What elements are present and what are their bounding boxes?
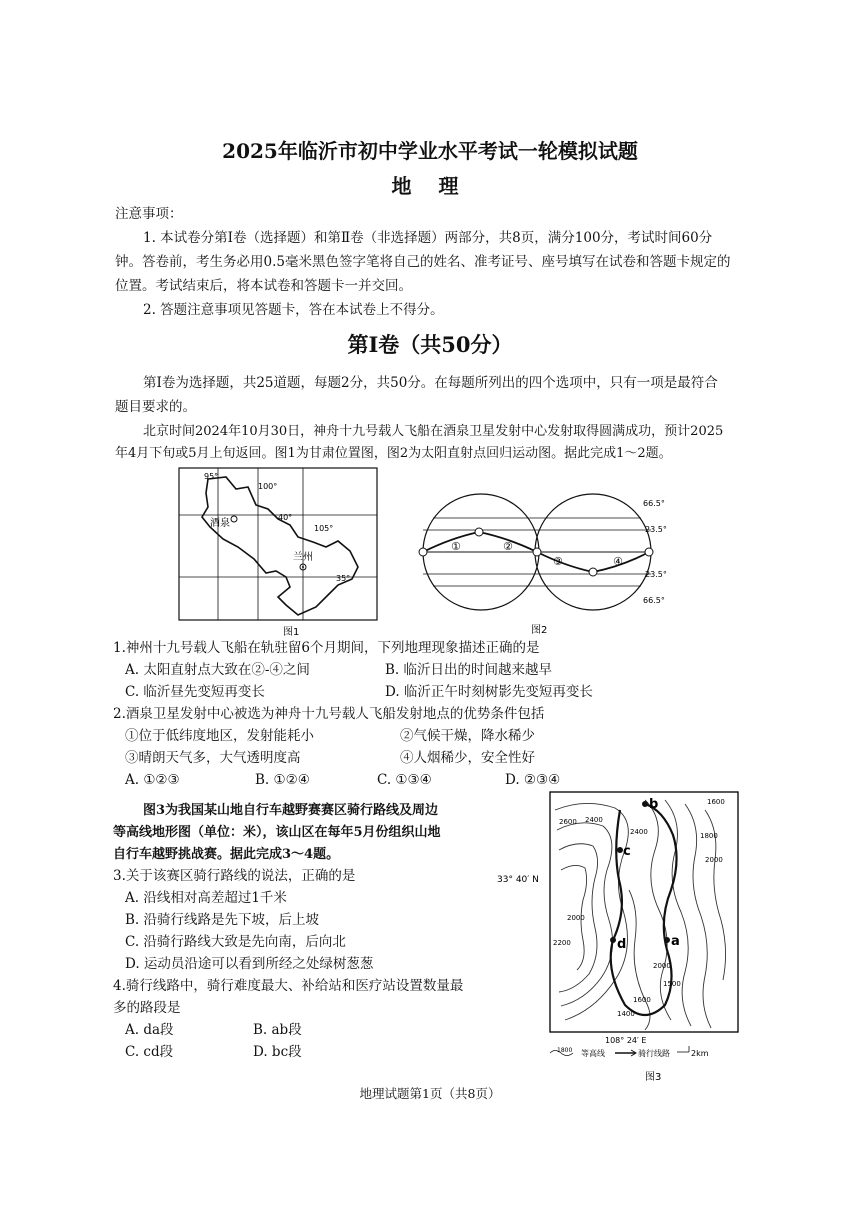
fig2-s665: 66.5° — [643, 596, 665, 605]
notice-item1-line2: 钟。答卷前，考生务必用0.5毫米黑色签字笔将自己的姓名、准考证号、座号填写在试卷和答题卡规定的 — [115, 254, 731, 270]
notice-item1-line3: 位置。考试结束后，将本试卷和答题卡一并交回。 — [115, 278, 412, 294]
q4-option-d: D. bc段 — [253, 1044, 302, 1060]
q2-condition-2: ②气候干燥，降水稀少 — [400, 728, 535, 744]
fig3-label-2000a: 2000 — [705, 856, 723, 864]
fig3-label-1600a: 1600 — [707, 798, 725, 806]
notice-item2: 2. 答题注意事项见答题卡，答在本试卷上不得分。 — [143, 302, 444, 318]
fig3-label-1800: 1800 — [700, 832, 718, 840]
q3-option-d: D. 运动员沿途可以看到所经之处绿树葱葱 — [125, 956, 374, 972]
part1-intro-line1: 第Ⅰ卷为选择题，共25道题，每题2分，共50分。在每题所列出的四个选项中，只有一项是最符合 — [143, 375, 718, 391]
fig1-gansu-map — [178, 467, 378, 639]
q1-stem: 1.神州十九号载人飞船在轨驻留6个月期间，下列地理现象描述正确的是 — [113, 640, 540, 656]
q1-option-d: D. 临沂正午时刻树影先变短再变长 — [385, 684, 593, 700]
fig3-label-1400: 1400 — [617, 1010, 635, 1018]
fig2-seg2: ② — [503, 540, 513, 553]
fig2-caption: 图2 — [531, 625, 548, 635]
part1-title: 第Ⅰ卷（共50分） — [347, 332, 513, 357]
fig3-legend-1800: 1800 — [557, 1047, 573, 1054]
q3-option-c: C. 沿骑行路线大致是先向南，后向北 — [125, 934, 346, 950]
q3-stem: 3.关于该赛区骑行路线的说法，正确的是 — [113, 868, 356, 884]
fig3-legend-contour: 等高线 — [581, 1049, 605, 1058]
fig1-lon95: 95° — [204, 472, 219, 481]
fig3-point-b: b — [649, 797, 659, 812]
fig3-contour-map — [495, 790, 745, 1090]
q1-option-a: A. 太阳直射点大致在②-④之间 — [125, 662, 310, 678]
fig3-label-2400b: 2400 — [630, 828, 648, 836]
fig3-point-a: a — [671, 934, 680, 949]
context2-line1: 图3为我国某山地自行车越野赛赛区骑行路线及周边 — [143, 803, 439, 818]
q4-option-c: C. cd段 — [125, 1044, 174, 1060]
part1-intro-line2: 题目要求的。 — [115, 399, 196, 415]
fig3-label-2600: 2600 — [559, 818, 577, 826]
fig3-label-2200: 2200 — [553, 939, 571, 947]
fig3-label-2000c: 2000 — [653, 962, 671, 970]
q2-condition-4: ④人烟稀少，安全性好 — [400, 750, 535, 766]
fig2-s235: 23.5° — [645, 570, 667, 579]
q3-option-a: A. 沿线相对高差超过1千米 — [125, 890, 287, 906]
fig3-lon-label: 108° 24′ E — [605, 1036, 647, 1045]
fig3-label-2000b: 2000 — [567, 914, 585, 922]
fig2-n665: 66.5° — [643, 499, 665, 508]
fig1-lon105: 105° — [314, 524, 334, 533]
fig2-solar-movement — [413, 490, 673, 635]
context1-line2: 年4月下旬或5月上旬返回。图1为甘肃位置图，图2为太阳直射点回归运动图。据此完成1～2题。 — [115, 446, 672, 461]
fig1-lanzhou: 兰州 — [293, 552, 313, 563]
context2-line3: 自行车越野挑战赛。据此完成3～4题。 — [113, 847, 340, 862]
fig3-label-1600b: 1600 — [633, 996, 651, 1004]
q2-option-b: B. ①②④ — [255, 772, 310, 788]
fig3-label-2400a: 2400 — [585, 816, 603, 824]
q2-condition-1: ①位于低纬度地区，发射能耗小 — [125, 728, 314, 744]
q4-option-b: B. ab段 — [253, 1022, 302, 1038]
fig3-label-1500: 1500 — [663, 980, 681, 988]
fig2-seg4: ④ — [613, 555, 623, 568]
q1-option-c: C. 临沂昼先变短再变长 — [125, 684, 265, 700]
q1-option-b: B. 临沂日出的时间越来越早 — [385, 662, 553, 678]
q2-option-a: A. ①②③ — [125, 772, 180, 788]
q3-option-b: B. 沿骑行线路是先下坡，后上坡 — [125, 912, 320, 928]
notice-heading: 注意事项： — [115, 206, 183, 222]
subject-title: 地 理 — [391, 174, 469, 198]
fig3-legend-route: 骑行线路 — [638, 1049, 670, 1058]
fig3-caption: 图3 — [645, 1072, 662, 1083]
fig3-scale: 2km — [691, 1049, 709, 1058]
fig3-lat-label: 33° 40′ N — [497, 875, 539, 885]
q2-option-c: C. ①③④ — [377, 772, 432, 788]
context2-line2: 等高线地形图（单位：米），该山区在每年5月份组织山地 — [113, 825, 441, 840]
q2-stem: 2.酒泉卫星发射中心被选为神舟十九号载人飞船发射地点的优势条件包括 — [113, 706, 545, 722]
fig1-lat40: 40° — [278, 513, 293, 522]
exam-title: 2025年临沂市初中学业水平考试一轮模拟试题 — [222, 139, 638, 163]
fig1-jiuquan: 酒泉 — [210, 518, 230, 529]
fig1-lon100: 100° — [258, 482, 278, 491]
fig2-seg3: ③ — [553, 555, 563, 568]
notice-item1-line1: 1. 本试卷分第Ⅰ卷（选择题）和第Ⅱ卷（非选择题）两部分，共8页，满分100分，考试时间60分 — [143, 230, 713, 246]
context1-line1: 北京时间2024年10月30日，神舟十九号载人飞船在酒泉卫星发射中心发射取得圆满成功，预计2025 — [143, 424, 724, 439]
q2-option-d: D. ②③④ — [505, 772, 561, 788]
page-footer: 地理试题第1页（共8页） — [359, 1086, 501, 1101]
fig1-lat35: 35° — [336, 574, 351, 583]
fig3-point-d: d — [617, 937, 627, 952]
fig2-seg1: ① — [451, 540, 461, 553]
fig3-point-c: c — [623, 844, 631, 859]
fig2-n235: 23.5° — [645, 525, 667, 534]
q4-stem-line1: 4.骑行线路中，骑行难度最大、补给站和医疗站设置数量最 — [113, 978, 464, 994]
q4-option-a: A. da段 — [125, 1022, 174, 1038]
q4-stem-line2: 多的路段是 — [113, 1000, 181, 1016]
fig1-caption: 图1 — [283, 627, 300, 638]
q2-condition-3: ③晴朗天气多，大气透明度高 — [125, 750, 301, 766]
